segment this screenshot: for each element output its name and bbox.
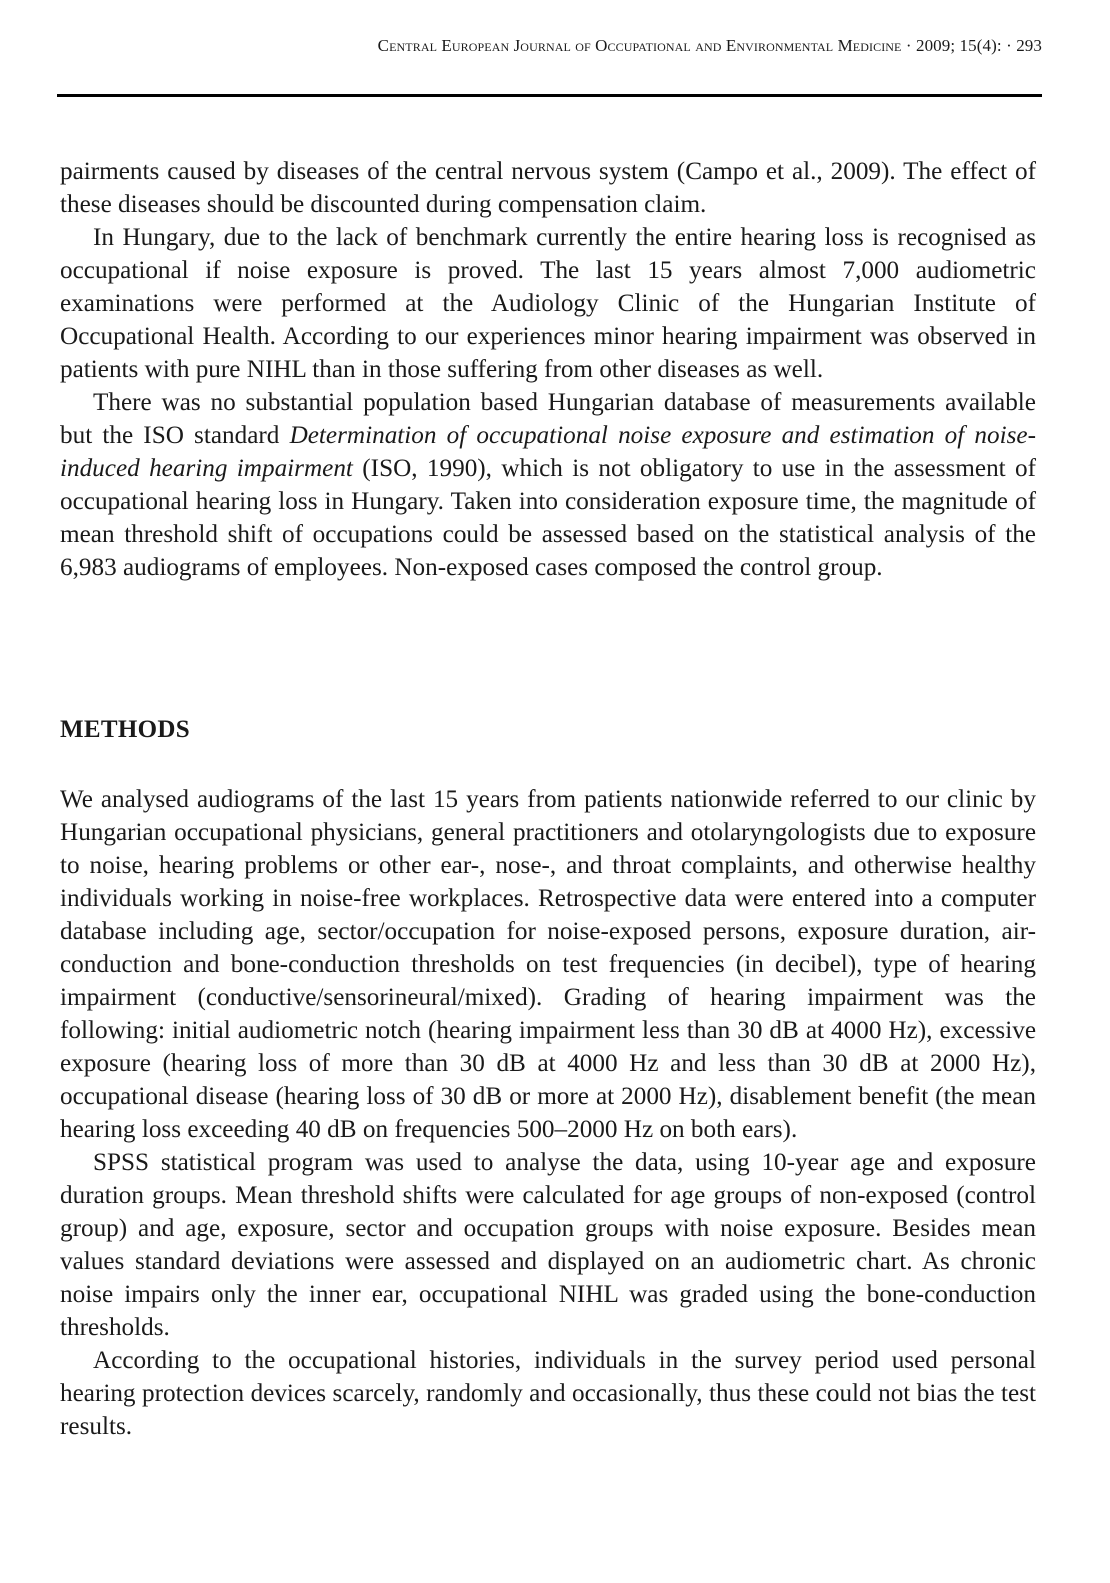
- methods-section: [60, 783, 1036, 1443]
- header-separator: ·: [905, 36, 912, 55]
- header-rule: [57, 94, 1042, 97]
- section-heading-methods: METHODS: [60, 716, 190, 743]
- page-number: 293: [1016, 36, 1042, 55]
- header-separator: ·: [1006, 36, 1012, 55]
- paragraph-text: There was no substantial population based Hungarian database of measurements available but the ISO standard: [60, 389, 1036, 449]
- running-header: [57, 36, 1042, 56]
- paragraph-text: (ISO, 1990), which is not obligatory to use in the assessment of occupational hearing loss in Hungary. Taken into consideration exposure time, the magnitude of mean threshold shift of occupations could be assessed based on the statistical analysis of the 6,983 audiograms of employees. Non-exposed cases composed the control group.: [60, 455, 1036, 581]
- journal-title: Central European Journal of Occupational and Environmental Medicine: [377, 36, 902, 55]
- paragraph: SPSS statistical program was used to analyse the data, using 10-year age and exposure duration groups. Mean threshold shifts were calculated for age groups of non-exposed (control group) and age, exposure, sector and occupation groups with noise exposure. Besides mean values standard deviations were assessed and displayed on an audiometric chart. As chronic noise impairs only the inner ear, occupational NIHL was graded using the bone-conduction thresholds.: [60, 1149, 1036, 1341]
- paragraph: [60, 386, 1036, 584]
- iso-standard-title: Determination of occupational noise exposure and estimation of noise-induced hearing impairment: [60, 422, 1036, 482]
- paragraph: According to the occupational histories, individuals in the survey period used personal hearing protection devices scarcely, randomly and occasionally, thus these could not bias the test results.: [60, 1347, 1036, 1440]
- paragraph: We analysed audiograms of the last 15 years from patients nationwide referred to our clinic by Hungarian occupational physicians, general practitioners and otolaryngologists due to exposure to noise, hearing problems or other ear-, nose-, and throat complaints, and otherwise healthy individuals working in noise-free workplaces. Retrospective data were entered into a computer database including age, sector/occupation for noise-exposed persons, exposure duration, air-conduction and bone-conduction thresholds on test frequencies (in decibel), type of hearing impairment (conductive/sensorineural/mixed). Grading of hearing impairment was the following: initial audiometric notch (hearing impairment less than 30 dB at 4000 Hz), excessive exposure (hearing loss of more than 30 dB at 4000 Hz and less than 30 dB at 2000 Hz), occupational disease (hearing loss of 30 dB or more at 2000 Hz), disablement benefit (the mean hearing loss exceeding 40 dB on frequencies 500–2000 Hz on both ears).: [60, 786, 1036, 1143]
- paragraph: In Hungary, due to the lack of benchmark currently the entire hearing loss is recognised as occupational if noise exposure is proved. The last 15 years almost 7,000 audiometric examinations were performed at the Audiology Clinic of the Hungarian Institute of Occupational Health. According to our experiences minor hearing impairment was observed in patients with pure NIHL than in those suffering from other diseases as well.: [60, 224, 1036, 383]
- paragraph: pairments caused by diseases of the central nervous system (Campo et al., 2009). The effect of these diseases should be discounted during compensation claim.: [60, 158, 1036, 218]
- issue-citation: 2009; 15(4):: [915, 36, 1002, 55]
- intro-section: [60, 155, 1036, 584]
